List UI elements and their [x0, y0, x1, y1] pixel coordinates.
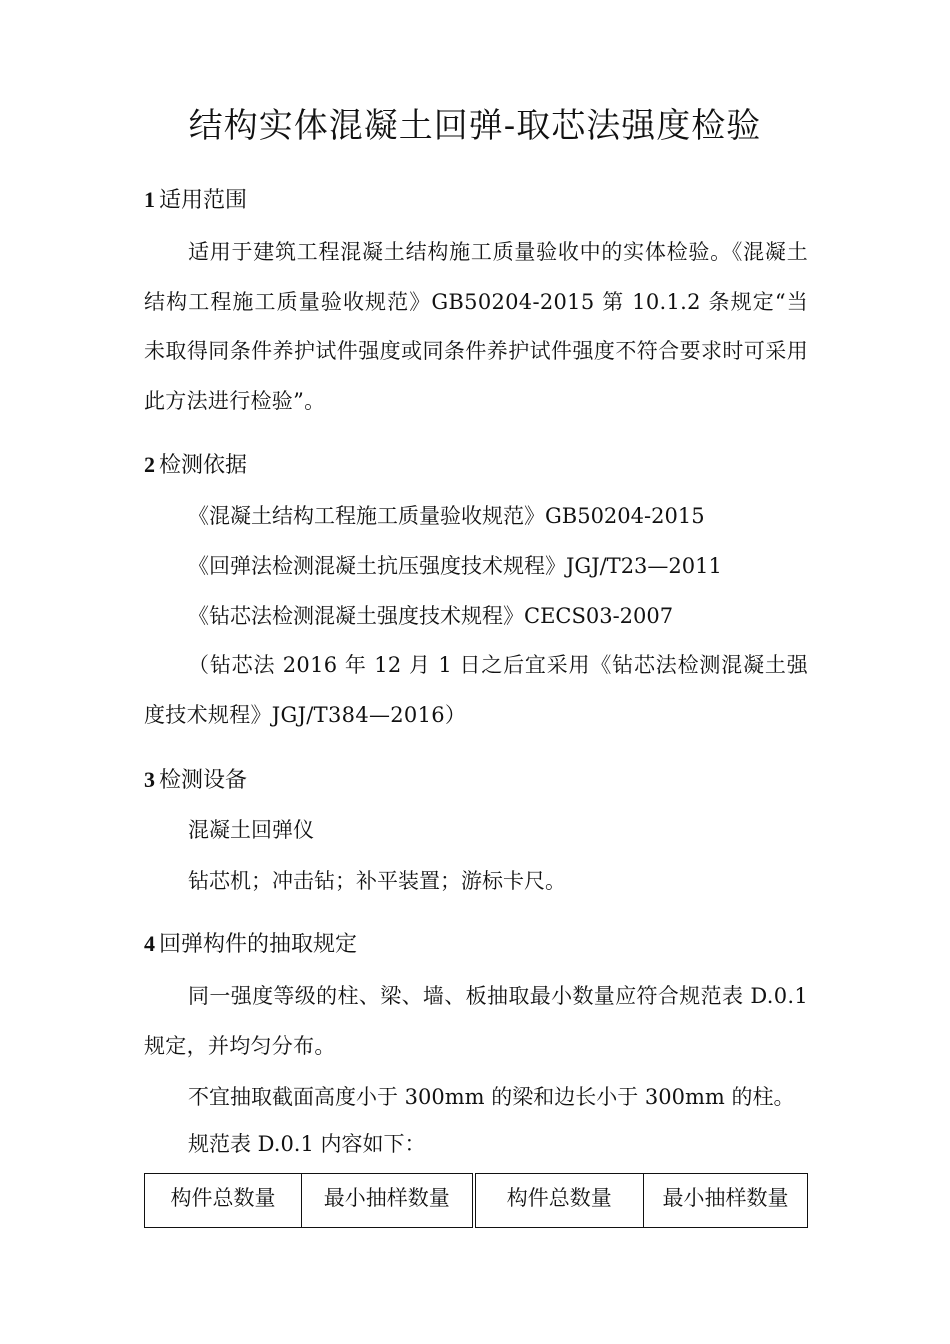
- table-header-cell: 构件总数量: [474, 1174, 644, 1228]
- section-4-line: 规范表 D.0.1 内容如下：: [188, 1132, 426, 1156]
- reference-line: 《回弹法检测混凝土抗压强度技术规程》JGJ/T23—2011: [188, 554, 722, 578]
- equipment-line: 混凝土回弹仪: [188, 818, 314, 842]
- table-header-row: [145, 1174, 808, 1228]
- section-4-line: 不宜抽取截面高度小于 300mm 的梁和边长小于 300mm 的柱。: [188, 1085, 795, 1109]
- reference-note: （钻芯法 2016 年 12 月 1 日之后宜采用《钻芯法检测混凝土强度技术规程》JGJ/T384—2016）: [144, 653, 808, 727]
- section-1-paragraph: 适用于建筑工程混凝土结构施工质量验收中的实体检验。《混凝土结构工程施工质量验收规范》GB50204-2015 第 10.1.2 条规定“当未取得同条件养护试件强度或同条件养护试件强度不符合要求时可采用此方法进行检验”。: [144, 240, 808, 413]
- section-4-heading: [144, 924, 357, 965]
- table-header-cell: 构件总数量: [145, 1174, 302, 1228]
- section-2-heading: [144, 445, 247, 486]
- section-number: 3: [144, 767, 155, 792]
- section-title: 回弹构件的抽取规定: [159, 932, 358, 957]
- section-number: 4: [144, 931, 155, 956]
- section-1-heading: [144, 180, 247, 221]
- reference-line: 《混凝土结构工程施工质量验收规范》GB50204-2015: [188, 504, 705, 528]
- document-title: 结构实体混凝土回弹-取芯法强度检验: [188, 106, 762, 146]
- spec-table-d01: [144, 1173, 808, 1228]
- section-number: 1: [144, 187, 155, 212]
- equipment-line: 钻芯机；冲击钻；补平装置；游标卡尺。: [188, 869, 566, 893]
- section-3-heading: [144, 760, 247, 801]
- table-header-cell: 最小抽样数量: [644, 1174, 808, 1228]
- section-title: 适用范围: [159, 188, 248, 213]
- section-4-paragraph: 同一强度等级的柱、梁、墙、板抽取最小数量应符合规范表 D.0.1 规定，并均匀分布。: [144, 984, 808, 1058]
- section-title: 检测设备: [159, 768, 248, 793]
- table-header-cell: 最小抽样数量: [302, 1174, 474, 1228]
- section-number: 2: [144, 452, 155, 477]
- reference-line: 《钻芯法检测混凝土强度技术规程》CECS03-2007: [188, 604, 674, 628]
- section-title: 检测依据: [159, 453, 248, 478]
